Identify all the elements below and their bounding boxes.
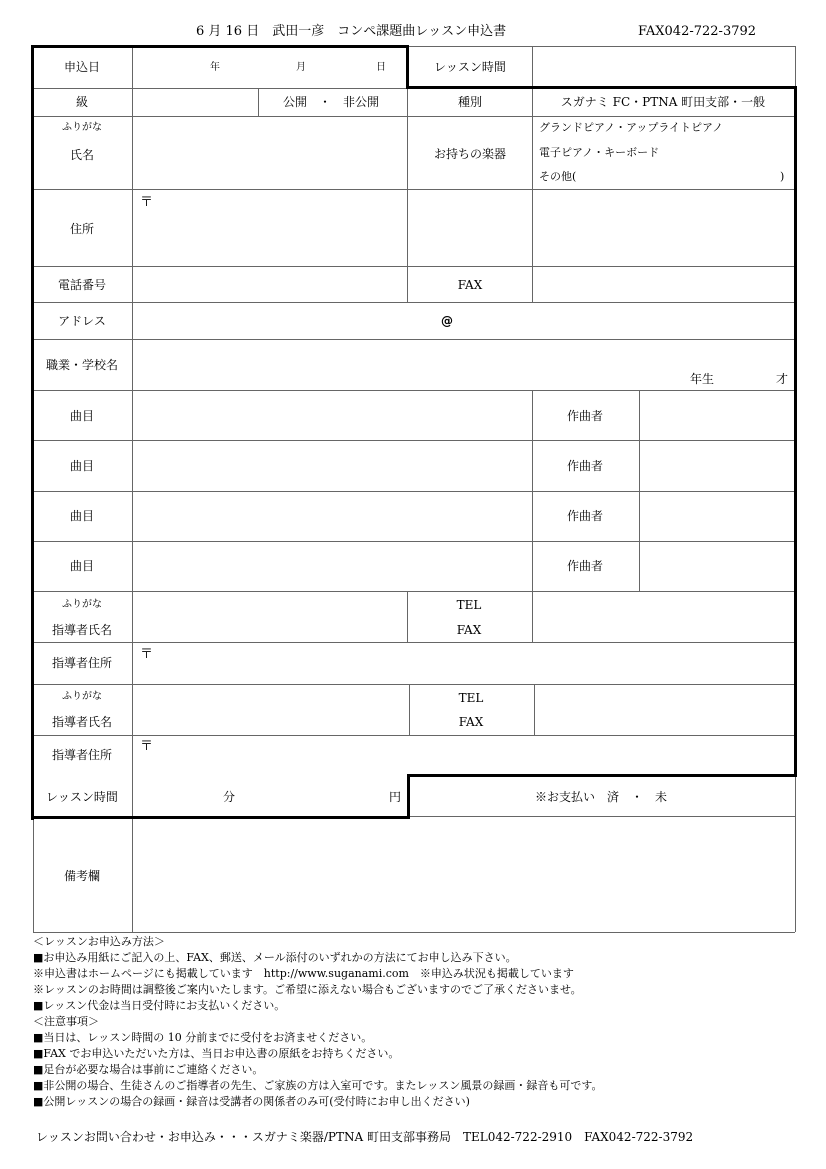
phone-label: 電話番号 [57,278,107,292]
composer-label-2: 作曲者 [566,459,604,473]
address-field[interactable] [133,190,794,266]
caution-heading: ＜注意事項＞ [33,1015,99,1028]
name-field[interactable] [133,117,406,189]
year-grade-unit: 年生 [690,372,715,386]
note-line-4: ■レッスン代金は当日受付時にお支払いください。 [33,999,286,1012]
remarks-label: 備考欄 [63,869,101,883]
email-label: アドレス [58,314,106,328]
application-date-label: 申込日 [63,60,101,74]
teacher2-address-field[interactable] [133,736,794,775]
note-line-3: ※レッスンのお時間は調整後ご案内いたします。ご希望に添えない場合もございますのでご了承くださいませ。 [33,983,582,996]
teacher1-tel-label: TEL [456,598,482,612]
teacher1-postal-mark: 〒 [140,647,154,662]
minutes-unit: 分 [223,790,236,804]
piece-field-2[interactable] [133,441,531,491]
public-private-option[interactable]: 公開 ・ 非公開 [282,95,380,109]
lesson-duration-field[interactable] [133,777,406,816]
instrument-other-close-paren: ) [780,170,785,183]
occupation-label: 職業・学校名 [45,358,119,372]
instrument-option-other[interactable]: その他( [539,170,577,183]
address-label: 住所 [69,222,95,236]
name-label: 氏名 [69,148,95,162]
grade-field[interactable] [133,89,257,116]
form-title: 6 月 16 日 武田一彦 コンペ課題曲レッスン申込書 [196,24,507,39]
piece-label-1: 曲目 [69,409,95,423]
piece-field-1[interactable] [133,391,531,440]
email-field[interactable] [133,303,794,339]
lesson-duration-label: レッスン時間 [46,790,118,804]
teacher2-furigana-label: ふりがな [62,691,102,702]
note-line-9: ■公開レッスンの場合の録画・録音は受講者の関係者のみ可(受付時にお申し出ください) [33,1095,470,1108]
remarks-field[interactable] [133,817,794,932]
composer-label-1: 作曲者 [566,409,604,423]
note-line-8: ■非公開の場合、生徒さんのご指導者の先生、ご家族の方は入室可です。またレッスン風景の録画・録音も可です。 [33,1079,603,1092]
teacher1-address-label: 指導者住所 [51,656,113,670]
teacher2-postal-mark: 〒 [140,739,154,754]
note-line-6: ■FAX でお申込いただいた方は、当日お申込書の原紙をお持ちください。 [33,1047,400,1060]
yen-unit: 円 [389,790,402,804]
day-unit: 日 [376,62,386,73]
piece-label-3: 曲目 [69,509,95,523]
at-mark: @ [441,314,453,328]
fax-label: FAX [457,278,483,292]
occupation-field[interactable] [133,340,794,390]
teacher1-name-field[interactable] [133,592,406,642]
note-line-1: ■お申込み用紙にご記入の上、FAX、郵送、メール添付のいずれかの方法にてお申し込み下さい。 [33,951,517,964]
method-heading: ＜レッスンお申込み方法＞ [33,935,165,948]
header-fax-number: FAX042-722-3792 [638,24,757,39]
category-options[interactable]: スガナミ FC・PTNA 町田支部・一般 [560,95,766,109]
teacher1-furigana-label: ふりがな [62,599,102,610]
lesson-time-label: レッスン時間 [434,60,506,74]
composer-label-3: 作曲者 [566,509,604,523]
piece-field-3[interactable] [133,492,531,541]
teacher1-name-label: 指導者氏名 [51,623,113,637]
teacher2-name-field[interactable] [133,685,408,735]
footer-contact: レッスンお問い合わせ・お申込み・・・スガナミ楽器/PTNA 町田支部事務局 TEL042-722-2910 FAX042-722-3792 [36,1130,694,1144]
postal-mark: 〒 [140,195,154,210]
teacher2-tel-label: TEL [458,691,484,705]
teacher1-tel-fax-field[interactable] [533,592,794,642]
fax-field[interactable] [533,267,794,302]
instrument-option-acoustic[interactable]: グランドピアノ・アップライトピアノ [539,121,724,134]
payment-status[interactable]: ※お支払い 済 ・ 未 [534,790,668,804]
application-date-field[interactable] [134,48,406,87]
teacher2-address-label: 指導者住所 [51,748,113,762]
instrument-label: お持ちの楽器 [433,147,507,161]
note-line-7: ■足台が必要な場合は事前にご連絡ください。 [33,1063,264,1076]
teacher2-name-label: 指導者氏名 [51,715,113,729]
note-line-2: ※申込書はホームページにも掲載しています http://www.suganami.com ※申込み状況も掲載しています [33,967,574,980]
composer-label-4: 作曲者 [566,559,604,573]
category-label: 種別 [457,95,483,109]
age-unit: 才 [776,372,789,386]
composer-field-2[interactable] [640,441,794,491]
name-furigana-label: ふりがな [62,122,102,133]
year-unit: 年 [210,62,220,73]
teacher1-address-field[interactable] [133,643,794,684]
teacher2-tel-fax-field[interactable] [535,685,794,735]
piece-field-4[interactable] [133,542,531,591]
composer-field-3[interactable] [640,492,794,541]
note-line-5: ■当日は、レッスン時間の 10 分前までに受付をお済ませください。 [33,1031,373,1044]
lesson-time-field[interactable] [533,47,794,87]
month-unit: 月 [296,62,306,73]
piece-label-4: 曲目 [69,559,95,573]
grade-label: 級 [75,95,89,109]
composer-field-1[interactable] [640,391,794,440]
teacher2-fax-label: FAX [458,715,484,729]
teacher1-fax-label: FAX [456,623,482,637]
composer-field-4[interactable] [640,542,794,591]
instrument-option-electronic[interactable]: 電子ピアノ・キーボード [539,146,660,159]
phone-field[interactable] [133,267,406,302]
piece-label-2: 曲目 [69,459,95,473]
